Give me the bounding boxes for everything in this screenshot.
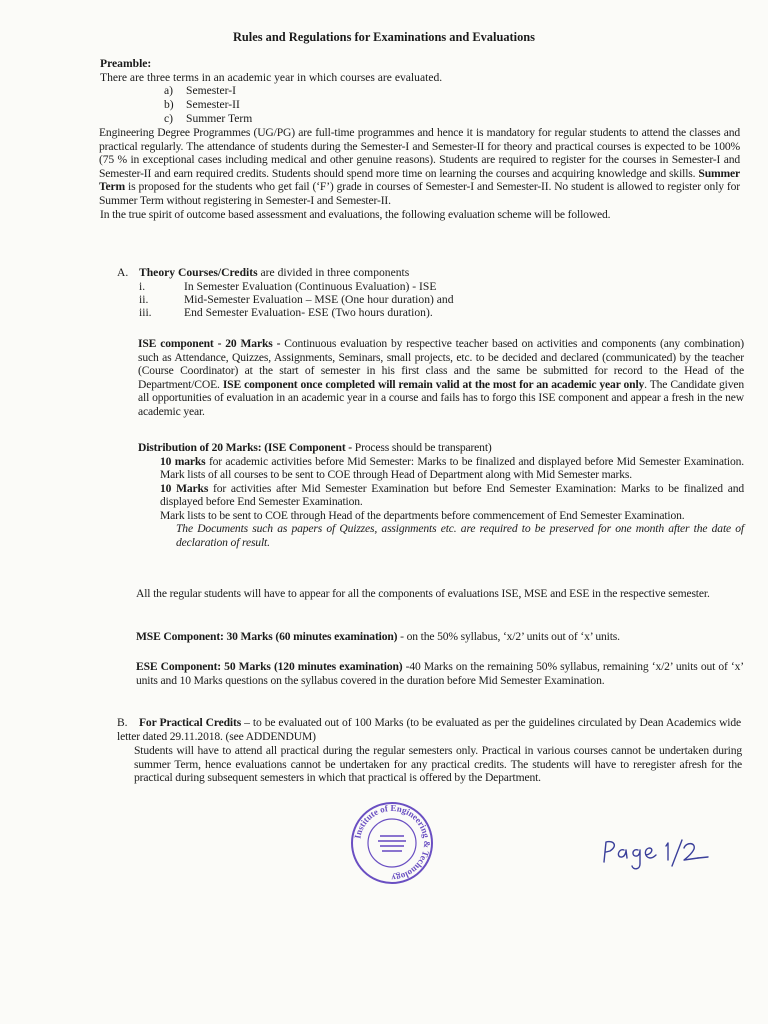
distribution-item-2: 10 Marks for activities after Mid Semester Examination but before End Semester Examination: Marks to be finalized and displayed before End Semester Examination. <box>160 481 745 509</box>
practical-paragraph: Students will have to attend all practical during the regular semesters only. Practical in various courses cannot be undertaken during summer Term, hence evaluations cannot be undertaken for any practical credits. The students will have to reregister afresh for the practical during subsequent semesters in which that practical is offered by the Department. <box>134 744 742 785</box>
svg-text:Institute of Engineering & Tec: Institute of Engineering & Technology <box>352 802 433 884</box>
component-item: ii. Mid-Semester Evaluation – MSE (One hour duration) and <box>139 292 454 306</box>
term-item: b) Semester-II <box>164 98 240 112</box>
handwriting-icon <box>600 836 710 876</box>
preamble-section <box>100 57 740 221</box>
distribution-item-2-note: Mark lists to be sent to COE through Head of the departments before commencement of End Semester Examination. <box>160 508 685 522</box>
all-regular-students-paragraph: All the regular students will have to appear for all the components of evaluations ISE, MSE and ESE in the respective semester. <box>136 587 710 600</box>
components-list <box>139 280 741 319</box>
distribution-item-1: 10 marks for academic activities before Mid Semester: Marks to be finalized and displayed before Mid Semester Examination. Mark lists of all courses to be sent to COE through Head of Department along with Mid Semester marks. <box>160 454 745 482</box>
preamble-paragraph-2: In the true spirit of outcome based assessment and evaluations, the following evaluation scheme will be followed. <box>100 207 611 221</box>
handwritten-page-marker <box>600 836 710 876</box>
component-item: iii. End Semester Evaluation- ESE (Two hours duration). <box>139 305 433 319</box>
term-item: a) Semester-I <box>164 84 236 98</box>
institute-seal-stamp <box>342 800 442 886</box>
preamble-heading: Preamble: <box>100 57 152 70</box>
preamble-paragraph: Engineering Degree Programmes (UG/PG) are full-time programmes and hence it is mandatory for regular students to attend the classes and practical regularly. The attendance of students during the Semester-I and Semester-II for theory and practical courses is expected to be 100% (75 % in exceptional cases including medical and other genuine reasons). Students are required to register for the courses in Semester-I and Semester-II and earn required credits. Students should spend more time on learning the courses and acquiring knowledge and skills. Summer Term is proposed for the students who get fail (‘F’) grade in courses of Semester-I and Semester-II. No student is allowed to register only for Summer Term without registering in Semester-I and Semester-II. <box>99 126 741 207</box>
preservation-note: The Documents such as papers of Quizzes, assignments etc. are required to be preserved for one month after the date of declaration of result. <box>176 522 744 549</box>
seal-icon <box>342 800 442 886</box>
document-title: Rules and Regulations for Examinations and Evaluations <box>232 30 536 44</box>
ese-component-paragraph: ESE Component: 50 Marks (120 minutes examination) -40 Marks on the remaining 50% syllabus, remaining ‘x/2’ units out of ‘x’ units and 10 Marks questions on the syllabus covered in the duration before Mid Semester Examination. <box>136 660 745 687</box>
section-a-heading: A. Theory Courses/Credits are divided in three components <box>117 266 410 279</box>
ise-component-paragraph: ISE component - 20 Marks - Continuous evaluation by respective teacher based on activities and components (any combination) such as Attendance, Quizzes, Assignments, Seminars, small projects, etc. to be decided and declared (communicated) by the teacher (Course Coordinator) at the start of semester in his first class and the same be submitted for record to the Head of the Department/COE. ISE component once completed will remain valid at the most for an academic year only. The Candidate given all opportunities of evaluation in an academic year in a course and fails has to forgo this ISE component and appear a fresh in the new academic year. <box>138 337 744 418</box>
terms-list <box>164 84 740 126</box>
distribution-section <box>138 441 744 550</box>
preamble-intro: There are three terms in an academic year in which courses are evaluated. <box>100 70 443 84</box>
section-b-heading: B. For Practical Credits – to be evaluated out of 100 Marks (to be evaluated as per the guidelines circulated by Dean Academics wide letter dated 29.11.2018. (see ADDENDUM) <box>117 716 742 743</box>
term-item: c) Summer Term <box>164 112 253 126</box>
section-a <box>117 266 741 319</box>
distribution-heading: Distribution of 20 Marks: (ISE Component - Process should be transparent) <box>138 441 492 454</box>
component-item: i. In Semester Evaluation (Continuous Evaluation) - ISE <box>139 279 437 293</box>
mse-component-paragraph: MSE Component: 30 Marks (60 minutes examination) - on the 50% syllabus, ‘x/2’ units out of ‘x’ units. <box>136 630 620 643</box>
